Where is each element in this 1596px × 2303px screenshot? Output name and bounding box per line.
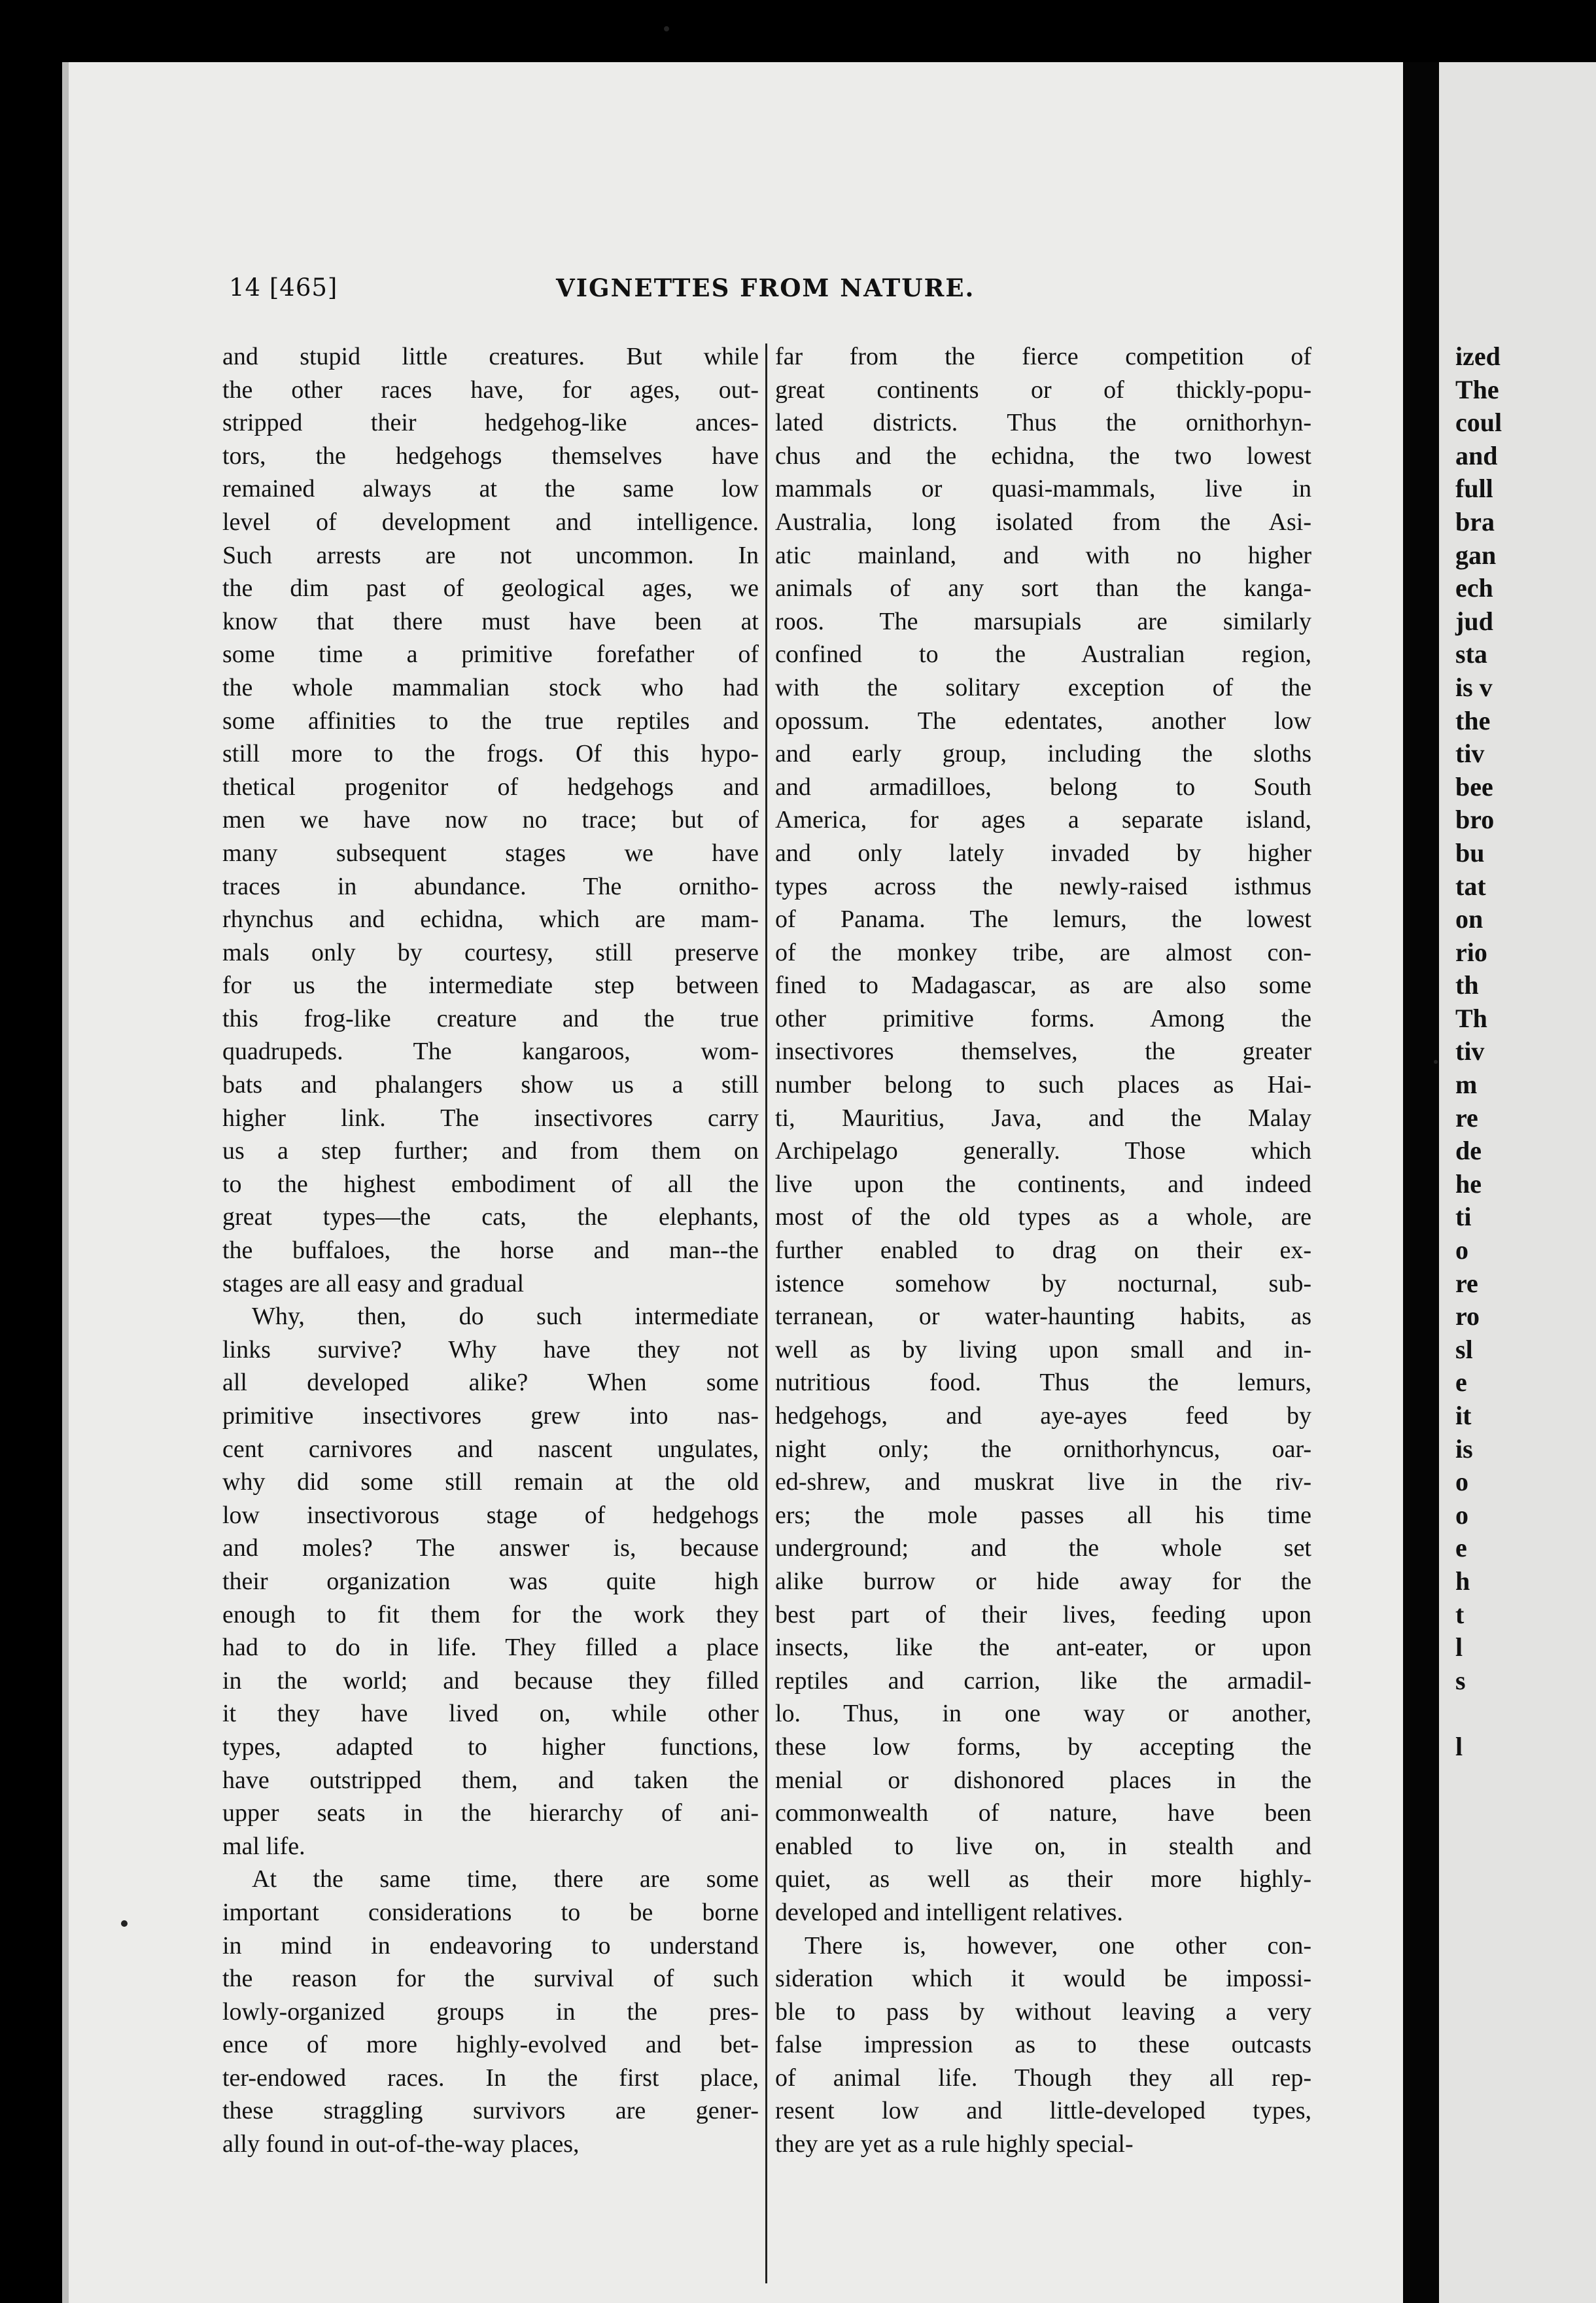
adjacent-text-fragment: bee bbox=[1455, 771, 1493, 801]
text-line: types, adapted to higher functions, bbox=[222, 1732, 759, 1761]
adjacent-text-fragment: sl bbox=[1455, 1334, 1473, 1364]
adjacent-text-fragment: he bbox=[1455, 1169, 1482, 1199]
text-line: enabled to live on, in stealth and bbox=[775, 1832, 1311, 1860]
text-line: traces in abundance. The ornitho- bbox=[222, 872, 759, 900]
text-line: far from the fierce competition of bbox=[775, 343, 1311, 370]
text-line: number belong to such places as Hai- bbox=[775, 1071, 1311, 1099]
text-line: some affinities to the true reptiles and bbox=[222, 707, 759, 735]
text-line: mal life. bbox=[222, 1832, 305, 1860]
text-line: Such arrests are not uncommon. In bbox=[222, 541, 759, 569]
text-line: had to do in life. They filled a place bbox=[222, 1634, 759, 1662]
text-line: other primitive forms. Among the bbox=[775, 1004, 1311, 1032]
text-line: important considerations to be borne bbox=[222, 1898, 759, 1926]
text-line: Australia, long isolated from the Asi- bbox=[775, 508, 1311, 536]
page-edge-shadow bbox=[62, 62, 69, 2303]
text-line: quiet, as well as their more highly- bbox=[775, 1865, 1311, 1893]
adjacent-page-text bbox=[1439, 340, 1502, 1764]
text-line: ed-shrew, and muskrat live in the riv- bbox=[775, 1468, 1311, 1496]
adjacent-text-fragment: tat bbox=[1455, 871, 1486, 901]
text-line: thetical progenitor of hedgehogs and bbox=[222, 773, 759, 801]
text-line: There is, however, one other con- bbox=[805, 1931, 1311, 1960]
text-line: they are yet as a rule highly special- bbox=[775, 2130, 1134, 2158]
scan-speck bbox=[121, 1920, 128, 1927]
adjacent-text-fragment: is bbox=[1455, 1433, 1473, 1464]
text-line: underground; and the whole set bbox=[775, 1534, 1311, 1562]
binding-gutter bbox=[1403, 62, 1439, 2303]
text-line: hedgehogs, and aye-ayes feed by bbox=[775, 1402, 1311, 1430]
text-line: menial or dishonored places in the bbox=[775, 1766, 1311, 1794]
adjacent-text-fragment: th bbox=[1455, 970, 1479, 1000]
adjacent-text-fragment: is v bbox=[1455, 672, 1493, 702]
text-line: fined to Madagascar, as are also some bbox=[775, 972, 1311, 1000]
text-line: developed and intelligent relatives. bbox=[775, 1898, 1123, 1926]
adjacent-text-fragment: bra bbox=[1455, 506, 1495, 536]
text-line: level of development and intelligence. bbox=[222, 508, 759, 536]
text-line: ers; the mole passes all his time bbox=[775, 1501, 1311, 1529]
text-line: upper seats in the hierarchy of ani- bbox=[222, 1799, 759, 1827]
adjacent-text-fragment: tiv bbox=[1455, 739, 1485, 769]
adjacent-text-fragment: ized bbox=[1455, 342, 1501, 371]
text-line: of the monkey tribe, are almost con- bbox=[775, 938, 1311, 966]
adjacent-text-fragment: l bbox=[1455, 1632, 1463, 1662]
adjacent-text-fragment: bro bbox=[1455, 805, 1495, 835]
adjacent-text-fragment: h bbox=[1455, 1566, 1470, 1596]
adjacent-text-fragment: jud bbox=[1455, 606, 1493, 636]
column-rule bbox=[765, 343, 767, 2283]
adjacent-text-fragment: gan bbox=[1455, 540, 1497, 570]
adjacent-text-fragment: e bbox=[1455, 1533, 1467, 1563]
text-line: false impression as to these outcasts bbox=[775, 2031, 1311, 2059]
running-title: VIGNETTES FROM NATURE. bbox=[556, 273, 975, 302]
text-line: stages are all easy and gradual bbox=[222, 1269, 525, 1297]
scan-speck bbox=[1434, 1060, 1438, 1064]
text-line: mammals or quasi-mammals, live in bbox=[775, 475, 1311, 503]
text-line: istence somehow by nocturnal, sub- bbox=[775, 1269, 1311, 1297]
text-line: the whole mammalian stock who had bbox=[222, 673, 759, 701]
text-line: some time a primitive forefather of bbox=[222, 641, 759, 669]
text-line: men we have now no trace; but of bbox=[222, 806, 759, 834]
adjacent-text-fragment: and bbox=[1455, 440, 1498, 470]
text-line: alike burrow or hide away for the bbox=[775, 1567, 1311, 1595]
text-line: mals only by courtesy, still preserve bbox=[222, 938, 759, 966]
text-line: of animal life. Though they all rep- bbox=[775, 2064, 1311, 2092]
text-line: lo. Thus, in one way or another, bbox=[775, 1700, 1311, 1728]
text-line: nutritious food. Thus the lemurs, bbox=[775, 1369, 1311, 1397]
text-line: reptiles and carrion, like the armadil- bbox=[775, 1666, 1311, 1695]
adjacent-text-fragment: ti bbox=[1455, 1202, 1472, 1232]
text-line: animals of any sort than the kanga- bbox=[775, 574, 1311, 603]
adjacent-text-fragment: ech bbox=[1455, 573, 1493, 603]
text-line: it they have lived on, while other bbox=[222, 1700, 759, 1728]
text-line: Archipelago generally. Those which bbox=[775, 1137, 1311, 1165]
text-line: many subsequent stages we have bbox=[222, 839, 759, 867]
adjacent-text-fragment: bu bbox=[1455, 837, 1485, 868]
page-folio: 14 [465] bbox=[229, 273, 338, 302]
text-line: confined to the Australian region, bbox=[775, 641, 1311, 669]
adjacent-text-fragment: o bbox=[1455, 1500, 1468, 1530]
text-line: well as by living upon small and in- bbox=[775, 1335, 1311, 1363]
text-line: the other races have, for ages, out- bbox=[222, 376, 759, 404]
text-line: links survive? Why have they not bbox=[222, 1335, 759, 1363]
adjacent-text-fragment: the bbox=[1455, 705, 1491, 735]
adjacent-text-fragment: o bbox=[1455, 1467, 1468, 1497]
adjacent-text-fragment: t bbox=[1455, 1599, 1465, 1629]
adjacent-text-fragment: de bbox=[1455, 1136, 1482, 1166]
text-line: us a step further; and from them on bbox=[222, 1137, 759, 1165]
text-line: with the solitary exception of the bbox=[775, 673, 1311, 701]
text-line: America, for ages a separate island, bbox=[775, 806, 1311, 834]
text-line: resent low and little-developed types, bbox=[775, 2097, 1311, 2125]
text-line: further enabled to drag on their ex- bbox=[775, 1237, 1311, 1265]
adjacent-text-fragment: coul bbox=[1455, 408, 1502, 438]
text-line: the dim past of geological ages, we bbox=[222, 574, 759, 603]
text-line: the reason for the survival of such bbox=[222, 1965, 759, 1993]
adjacent-text-fragment: The bbox=[1455, 374, 1499, 404]
text-line: to the highest embodiment of all the bbox=[222, 1170, 759, 1198]
text-line: tors, the hedgehogs themselves have bbox=[222, 442, 759, 470]
text-line: quadrupeds. The kangaroos, wom- bbox=[222, 1038, 759, 1066]
adjacent-text-fragment: ro bbox=[1455, 1301, 1480, 1331]
text-line: all developed alike? When some bbox=[222, 1369, 759, 1397]
text-line: in the world; and because they filled bbox=[222, 1666, 759, 1695]
text-line: night only; the ornithorhyncus, oar- bbox=[775, 1435, 1311, 1463]
text-line: commonwealth of nature, have been bbox=[775, 1799, 1311, 1827]
text-line: great continents or of thickly-popu- bbox=[775, 376, 1311, 404]
text-line: these straggling survivors are gener- bbox=[222, 2097, 759, 2125]
adjacent-text-fragment: re bbox=[1455, 1268, 1478, 1298]
text-line: rhynchus and echidna, which are mam- bbox=[222, 905, 759, 934]
text-line: terranean, or water-haunting habits, as bbox=[775, 1303, 1311, 1331]
text-line: insectivores themselves, the greater bbox=[775, 1038, 1311, 1066]
text-line: stripped their hedgehog-like ances- bbox=[222, 409, 759, 437]
running-head bbox=[229, 273, 988, 313]
adjacent-text-fragment: tiv bbox=[1455, 1036, 1485, 1066]
adjacent-text-fragment: Th bbox=[1455, 1003, 1487, 1033]
adjacent-text-fragment: l bbox=[1455, 1731, 1463, 1761]
text-line: the buffaloes, the horse and man--the bbox=[222, 1237, 759, 1265]
adjacent-text-fragment: full bbox=[1455, 474, 1493, 504]
scan-speck bbox=[664, 26, 669, 31]
text-line: cent carnivores and nascent ungulates, bbox=[222, 1435, 759, 1463]
text-line: and moles? The answer is, because bbox=[222, 1534, 759, 1562]
text-line: and only lately invaded by higher bbox=[775, 839, 1311, 867]
text-line: for us the intermediate step between bbox=[222, 972, 759, 1000]
text-line: primitive insectivores grew into nas- bbox=[222, 1402, 759, 1430]
adjacent-text-fragment: re bbox=[1455, 1102, 1478, 1133]
text-line: insects, like the ant-eater, or upon bbox=[775, 1634, 1311, 1662]
text-line: why did some still remain at the old bbox=[222, 1468, 759, 1496]
text-line: Why, then, do such intermediate bbox=[252, 1303, 759, 1331]
text-line: lated districts. Thus the ornithorhyn- bbox=[775, 409, 1311, 437]
right-text-column bbox=[775, 340, 1311, 2161]
text-line: atic mainland, and with no higher bbox=[775, 541, 1311, 569]
text-line: ter-endowed races. In the first place, bbox=[222, 2064, 759, 2092]
text-line: ally found in out-of-the-way places, bbox=[222, 2130, 580, 2158]
text-line: sideration which it would be impossi- bbox=[775, 1965, 1311, 1993]
text-line: enough to fit them for the work they bbox=[222, 1600, 759, 1628]
text-line: have outstripped them, and taken the bbox=[222, 1766, 759, 1794]
adjacent-page bbox=[1439, 62, 1596, 2303]
text-line: types across the newly-raised isthmus bbox=[775, 872, 1311, 900]
adjacent-text-fragment: sta bbox=[1455, 639, 1487, 669]
left-text-column bbox=[222, 340, 759, 2161]
text-line: their organization was quite high bbox=[222, 1567, 759, 1595]
text-line: lowly-organized groups in the pres- bbox=[222, 1997, 759, 2026]
text-line: in mind in endeavoring to understand bbox=[222, 1931, 759, 1960]
text-line: these low forms, by accepting the bbox=[775, 1732, 1311, 1761]
text-line: know that there must have been at bbox=[222, 607, 759, 635]
text-line: ence of more highly-evolved and bet- bbox=[222, 2031, 759, 2059]
adjacent-text-fragment: on bbox=[1455, 904, 1483, 934]
text-line: roos. The marsupials are similarly bbox=[775, 607, 1311, 635]
adjacent-text-fragment: m bbox=[1455, 1070, 1478, 1100]
text-line: higher link. The insectivores carry bbox=[222, 1104, 759, 1132]
text-line: At the same time, there are some bbox=[252, 1865, 759, 1893]
text-line: of Panama. The lemurs, the lowest bbox=[775, 905, 1311, 934]
adjacent-text-fragment: e bbox=[1455, 1367, 1467, 1398]
text-line: remained always at the same low bbox=[222, 475, 759, 503]
text-line: this frog-like creature and the true bbox=[222, 1004, 759, 1032]
text-line: and stupid little creatures. But while bbox=[222, 343, 759, 370]
text-line: bats and phalangers show us a still bbox=[222, 1071, 759, 1099]
text-line: and early group, including the sloths bbox=[775, 740, 1311, 768]
adjacent-text-fragment: s bbox=[1455, 1665, 1466, 1695]
text-line: great types—the cats, the elephants, bbox=[222, 1203, 759, 1231]
text-line: ti, Mauritius, Java, and the Malay bbox=[775, 1104, 1311, 1132]
text-line: most of the old types as a whole, are bbox=[775, 1203, 1311, 1231]
text-line: best part of their lives, feeding upon bbox=[775, 1600, 1311, 1628]
text-line: opossum. The edentates, another low bbox=[775, 707, 1311, 735]
text-line: ble to pass by without leaving a very bbox=[775, 1997, 1311, 2026]
text-line: chus and the echidna, the two lowest bbox=[775, 442, 1311, 470]
adjacent-text-fragment bbox=[1439, 1697, 1502, 1731]
adjacent-text-fragment: rio bbox=[1455, 937, 1487, 967]
adjacent-text-fragment: o bbox=[1455, 1235, 1468, 1265]
text-line: and armadilloes, belong to South bbox=[775, 773, 1311, 801]
text-line: live upon the continents, and indeed bbox=[775, 1170, 1311, 1198]
text-line: low insectivorous stage of hedgehogs bbox=[222, 1501, 759, 1529]
adjacent-text-fragment: it bbox=[1455, 1401, 1472, 1430]
text-line: still more to the frogs. Of this hypo- bbox=[222, 740, 759, 768]
